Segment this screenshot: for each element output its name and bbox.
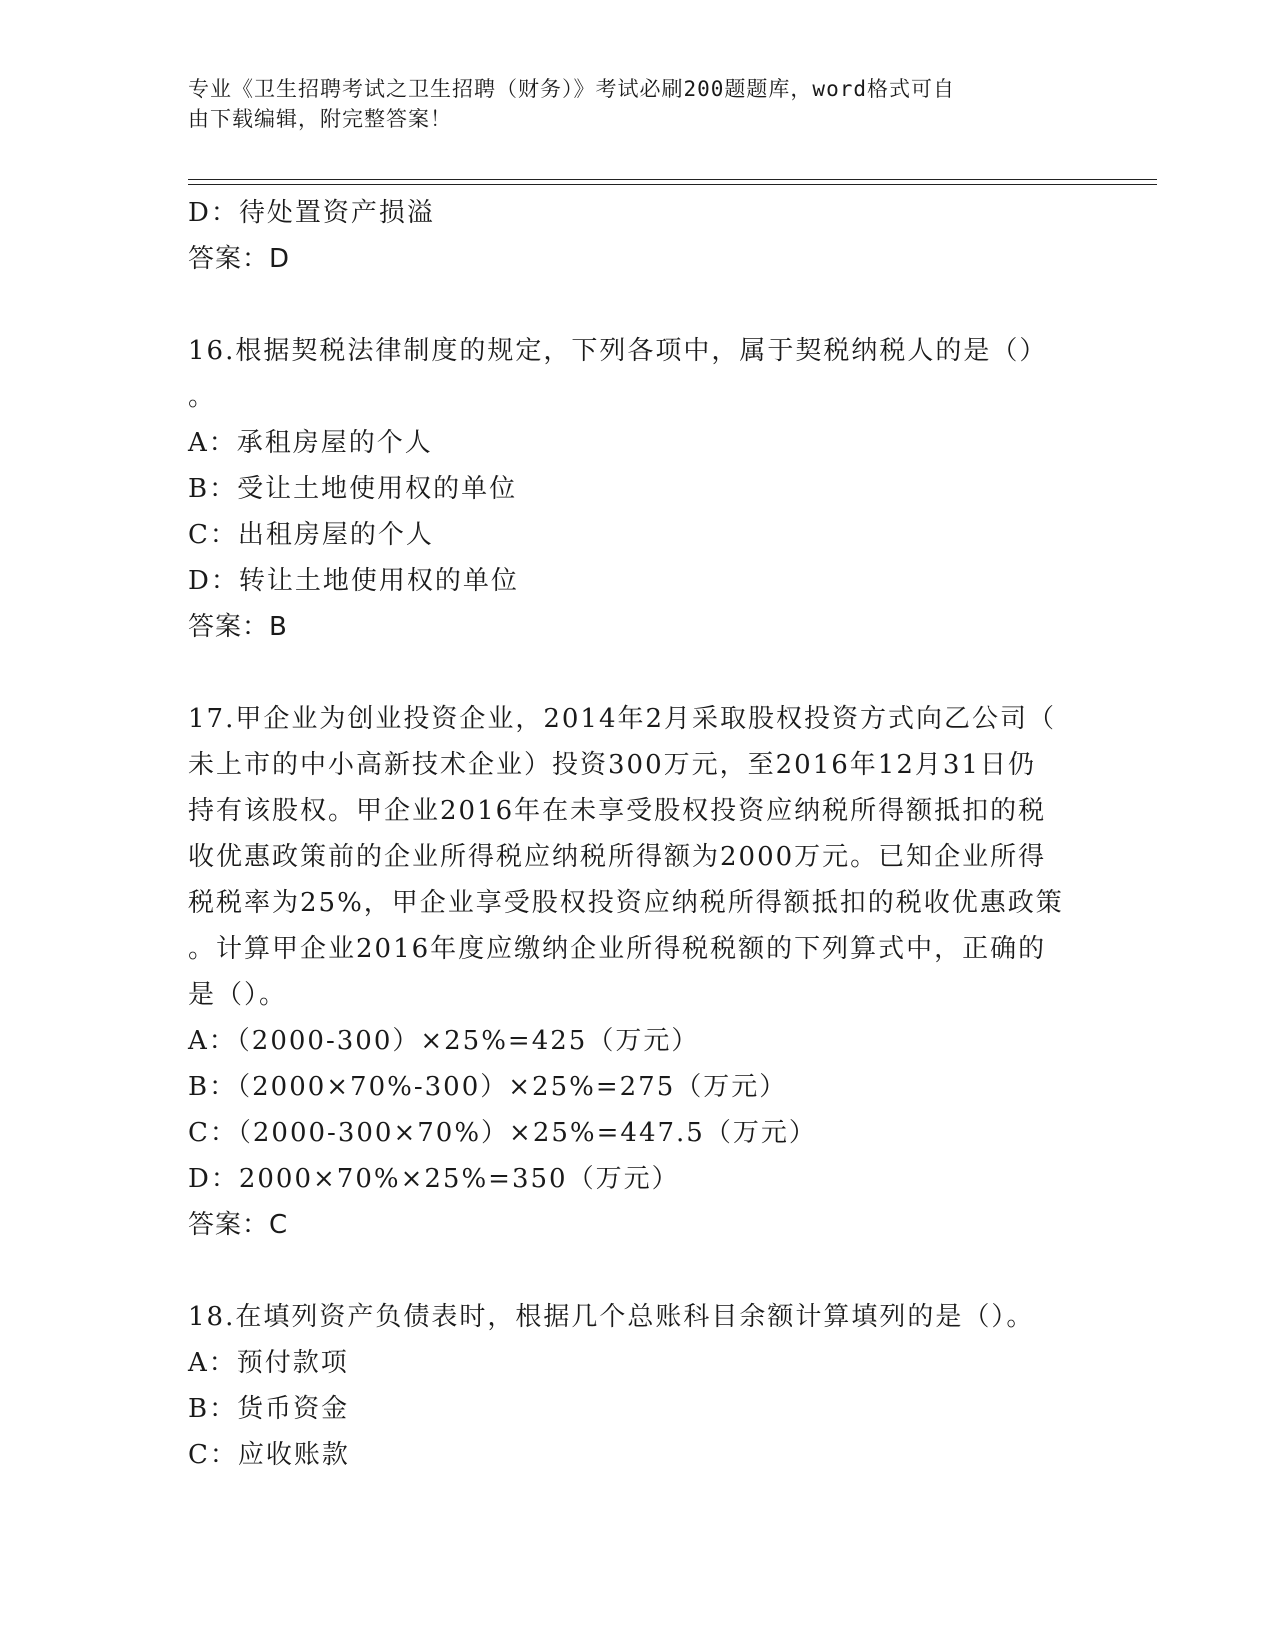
q18-stem: 18.在填列资产负债表时，根据几个总账科目余额计算填列的是（）。 xyxy=(188,1302,1035,1332)
page-header xyxy=(188,74,1078,134)
q17-stem-line-3: 持有该股权。甲企业2016年在未享受股权投资应纳税所得额抵扣的税 xyxy=(188,796,1047,826)
q16-option-b: B：受让土地使用权的单位 xyxy=(188,474,518,504)
q16-option-d: D：转让土地使用权的单位 xyxy=(188,566,519,596)
header-rule-bottom xyxy=(188,184,1157,185)
q17-option-b: B：（2000×70%-300）×25%=275（万元） xyxy=(188,1072,788,1102)
header-rule-top xyxy=(188,179,1157,180)
q17-option-c: C：（2000-300×70%）×25%=447.5（万元） xyxy=(188,1118,817,1148)
q17-option-d: D：2000×70%×25%=350（万元） xyxy=(188,1164,680,1194)
q15-option-d: D：待处置资产损溢 xyxy=(188,198,435,228)
q17-answer: 答案：C xyxy=(188,1210,289,1240)
q18-option-a: A：预付款项 xyxy=(188,1348,349,1378)
q17-stem-line-7: 是（）。 xyxy=(188,980,288,1010)
q15-answer: 答案：D xyxy=(188,244,291,274)
q18-option-b: B：货币资金 xyxy=(188,1394,350,1424)
q17-option-a: A：（2000-300）×25%=425（万元） xyxy=(188,1026,700,1056)
q16-stem-line-1: 16.根据契税法律制度的规定，下列各项中，属于契税纳税人的是（） xyxy=(188,336,1048,366)
q17-stem-line-4: 收优惠政策前的企业所得税应纳税所得额为2000万元。已知企业所得 xyxy=(188,842,1047,872)
header-line-2: 由下载编辑，附完整答案！ xyxy=(188,107,452,131)
spacer xyxy=(188,282,1088,328)
q16-option-a: A：承租房屋的个人 xyxy=(188,428,433,458)
q17-stem-line-2: 未上市的中小高新技术企业）投资300万元，至2016年12月31日仍 xyxy=(188,750,1036,780)
q18-option-c: C：应收账款 xyxy=(188,1440,350,1470)
q17-stem-line-5: 税税率为25%，甲企业享受股权投资应纳税所得额抵扣的税收优惠政策 xyxy=(188,888,1064,918)
question-content xyxy=(188,190,1088,1478)
q16-option-c: C：出租房屋的个人 xyxy=(188,520,434,550)
header-line-1: 专业《卫生招聘考试之卫生招聘（财务）》考试必刷200题题库，word格式可自 xyxy=(188,77,955,101)
spacer xyxy=(188,650,1088,696)
q16-stem-line-2: 。 xyxy=(188,382,217,412)
q16-answer: 答案：B xyxy=(188,612,288,642)
q17-stem-line-6: 。计算甲企业2016年度应缴纳企业所得税税额的下列算式中，正确的 xyxy=(188,934,1047,964)
spacer xyxy=(188,1248,1088,1294)
q17-stem-line-1: 17.甲企业为创业投资企业，2014年2月采取股权投资方式向乙公司（ xyxy=(188,704,1057,734)
